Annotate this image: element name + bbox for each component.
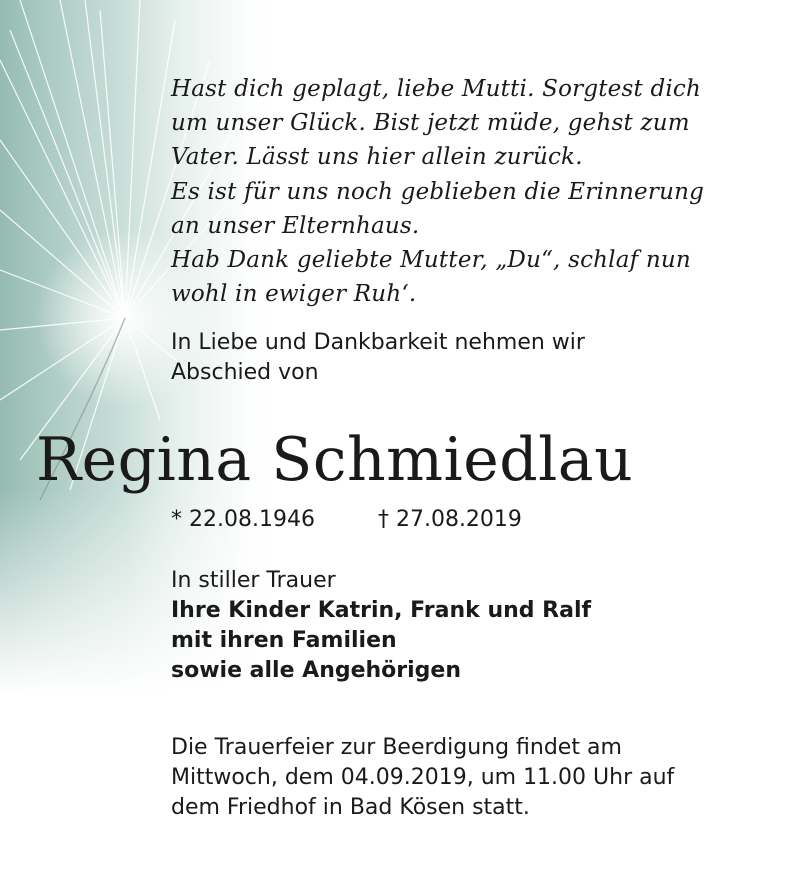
- life-dates: [171, 505, 522, 535]
- farewell-intro-line: In Liebe und Dankbarkeit nehmen wir: [171, 330, 585, 355]
- death-date: † 27.08.2019: [377, 507, 522, 532]
- poem-line: an unser Elternhaus.: [171, 212, 420, 239]
- service-line: Die Trauerfeier zur Beerdigung findet am: [171, 735, 622, 760]
- mourners-families: mit ihren Familien: [171, 628, 397, 653]
- funeral-service-info: [171, 733, 791, 823]
- poem-line: Vater. Lässt uns hier allein zurück.: [171, 144, 583, 171]
- poem-line: wohl in ewiger Ruh‘.: [171, 281, 417, 308]
- mourners-intro: In stiller Trauer: [171, 568, 336, 593]
- poem-line: Hast dich geplagt, liebe Mutti. Sorgtest dich: [171, 76, 702, 102]
- service-line: Mittwoch, dem 04.09.2019, um 11.00 Uhr auf: [171, 765, 675, 790]
- service-line: dem Friedhof in Bad Kösen statt.: [171, 795, 530, 820]
- poem-line: um unser Glück. Bist jetzt müde, gehst zum: [171, 110, 690, 137]
- farewell-intro-line: Abschied von: [171, 360, 319, 385]
- birth-date: * 22.08.1946: [171, 507, 315, 532]
- poem: [171, 72, 791, 311]
- farewell-intro: [171, 328, 791, 388]
- mourners: [171, 566, 791, 686]
- poem-line: Hab Dank geliebte Mutter, „Du“, schlaf nun: [171, 247, 691, 274]
- deceased-name: Regina Schmiedlau: [36, 425, 634, 495]
- poem-line: Es ist für uns noch geblieben die Erinnerung: [171, 178, 705, 205]
- mourners-relatives: sowie alle Angehörigen: [171, 658, 462, 683]
- mourners-children: Ihre Kinder Katrin, Frank und Ralf: [171, 598, 592, 623]
